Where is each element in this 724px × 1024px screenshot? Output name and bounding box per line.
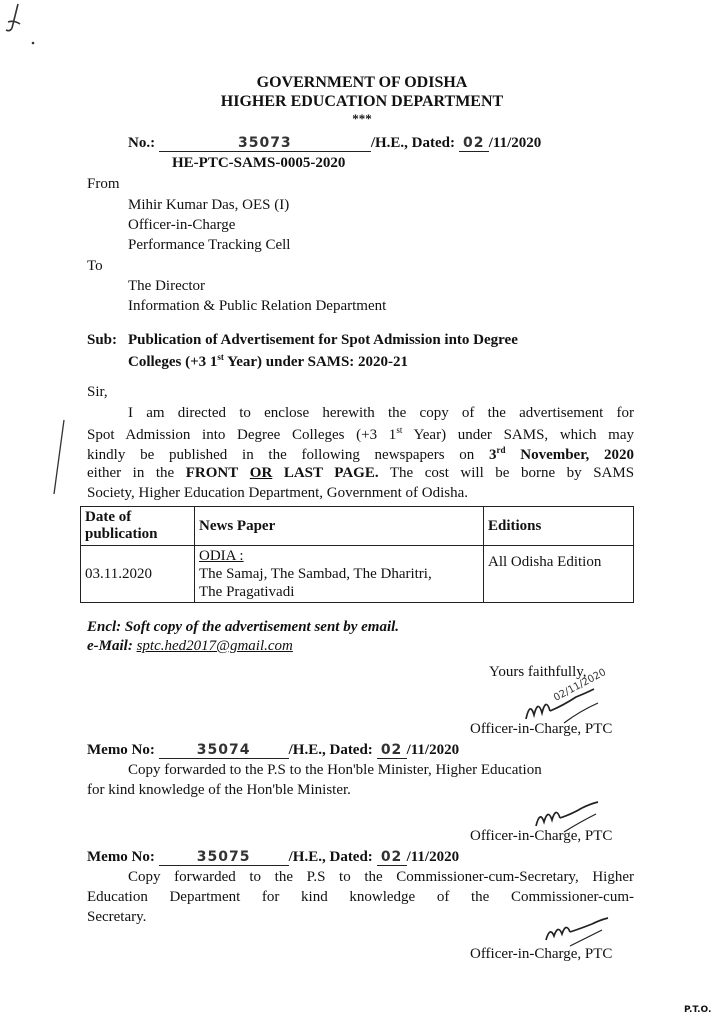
body-line-5: Society, Higher Education Department, Government of Odisha.: [87, 485, 469, 501]
table-header-row: [81, 507, 634, 546]
body-line-3: kindly be published in the following newspapers on 3rd November, 2020: [87, 445, 634, 463]
header-government: GOVERNMENT OF ODISHA: [256, 74, 468, 91]
cell-edition: All Odisha Edition: [484, 546, 634, 603]
margin-pen-line: [48, 418, 68, 498]
memo-1-text-line-2: for kind knowledge of the Hon'ble Minister.: [87, 782, 351, 798]
header-newspaper: News Paper: [195, 507, 484, 546]
from-name: Mihir Kumar Das, OES (I): [128, 197, 290, 213]
signature-date-handwritten: 02/11/2020: [552, 666, 609, 704]
ref-line: [128, 135, 541, 152]
subject-line-2: Colleges (+3 1st Year) under SAMS: 2020-21: [128, 352, 409, 370]
ref-no-handwritten: 35073: [159, 136, 371, 152]
from-office: Performance Tracking Cell: [128, 237, 291, 253]
to-designation: The Director: [128, 278, 206, 294]
from-designation: Officer-in-Charge: [128, 217, 236, 233]
ref-month-year: /11/2020: [488, 135, 542, 151]
from-label: From: [87, 176, 120, 192]
memo-2-number-handwritten: 35075: [159, 850, 289, 866]
ref-suffix: /H.E., Dated:: [370, 135, 455, 151]
subject-label: Sub:: [87, 332, 118, 348]
enclosure-line: Encl: Soft copy of the advertisement sent by email.: [87, 619, 400, 635]
memo-1-day-handwritten: 02: [377, 743, 407, 759]
memo-2-text-line-3: Secretary.: [87, 909, 147, 925]
email-line: e-Mail: sptc.hed2017@gmail.com: [87, 638, 293, 654]
memo-2-day-handwritten: 02: [377, 850, 407, 866]
to-label: To: [87, 258, 103, 274]
file-number: HE-PTC-SAMS-0005-2020: [172, 155, 346, 171]
memo-2-text-line-1: Copy forwarded to the P.S to the Commissioner-cum-Secretary, Higher: [128, 869, 634, 885]
pto-mark: P.T.O.: [684, 1005, 712, 1015]
cell-language: ODIA :: [199, 548, 244, 564]
header-department: HIGHER EDUCATION DEPARTMENT: [220, 93, 504, 110]
cell-date: 03.11.2020: [81, 546, 195, 603]
officer-designation-3: Officer-in-Charge, PTC: [470, 946, 613, 962]
body-line-2: Spot Admission into Degree Colleges (+3 1st Year) under SAMS, which may: [87, 425, 635, 443]
ref-day-handwritten: 02: [459, 136, 489, 152]
margin-tick-mark: [0, 0, 60, 60]
ref-no-label: No.:: [128, 135, 156, 151]
cell-newspapers: [195, 546, 484, 603]
body-line-4: either in the FRONT OR LAST PAGE. The cost will be borne by SAMS: [87, 465, 635, 481]
yours-faithfully: Yours faithfully,: [489, 664, 587, 680]
memo-1-number-handwritten: 35074: [159, 743, 289, 759]
memo-2-text-line-2: Education Department for kind knowledge of the Commissioner-cum-: [87, 889, 634, 905]
email-link[interactable]: sptc.hed2017@gmail.com: [136, 638, 293, 654]
cell-papers-line-2: The Pragativadi: [199, 584, 295, 600]
officer-designation-1: Officer-in-Charge, PTC: [470, 721, 613, 737]
publication-table: [80, 506, 634, 603]
memo-2-line: Memo No: 35075 /H.E., Dated: 02 /11/2020: [87, 849, 460, 865]
to-office: Information & Public Relation Department: [128, 298, 387, 314]
table-row: [81, 546, 634, 603]
header-stars: ***: [352, 111, 372, 126]
officer-designation-2: Officer-in-Charge, PTC: [470, 828, 613, 844]
memo-1-text-line-1: Copy forwarded to the P.S to the Hon'ble Minister, Higher Education: [128, 762, 542, 778]
body-line-1: I am directed to enclose herewith the copy of the advertisement for: [128, 405, 634, 421]
cell-papers-line-1: The Samaj, The Sambad, The Dharitri,: [199, 566, 432, 582]
header-editions: Editions: [484, 507, 634, 546]
subject-line-1: Publication of Advertisement for Spot Admission into Degree: [128, 332, 518, 348]
memo-1-line: Memo No: 35074 /H.E., Dated: 02 /11/2020: [87, 742, 460, 758]
signature-3: [540, 916, 620, 950]
header-date: Date of publication: [81, 507, 195, 546]
salutation: Sir,: [87, 384, 108, 400]
